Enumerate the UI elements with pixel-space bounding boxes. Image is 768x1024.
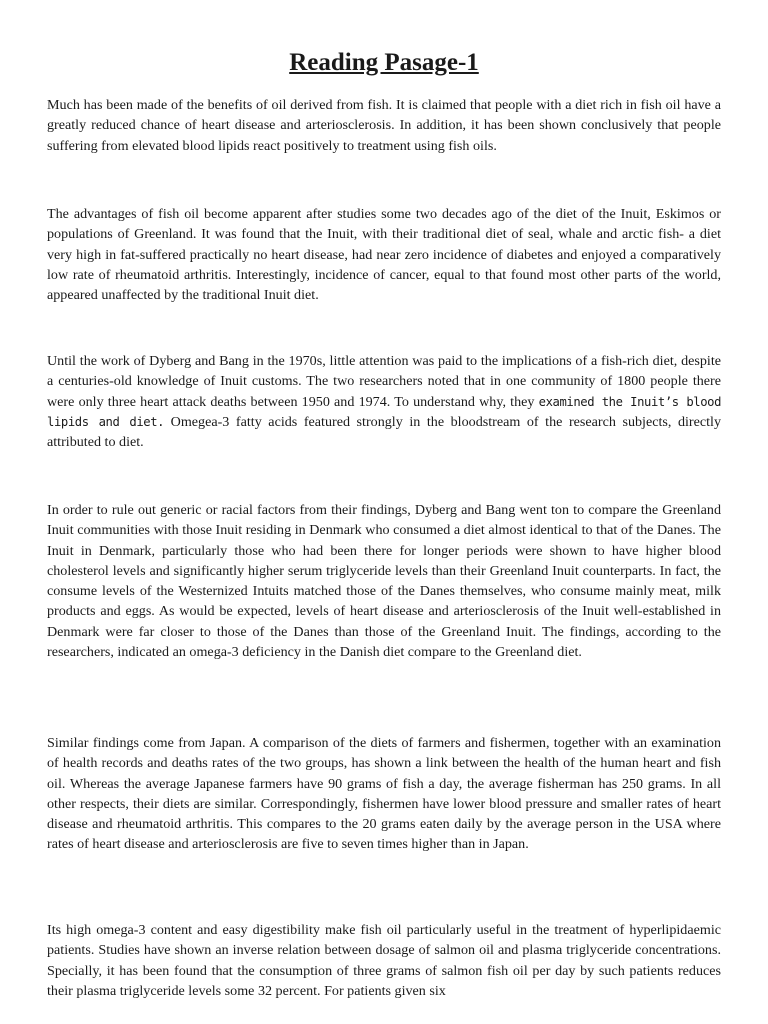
paragraph-3-text-b: Omegea-3 fatty acids featured strongly in the bloodstream of the research subjects, directly attributed to diet. — [47, 413, 722, 451]
paragraph-3-text-a: Until the work of Dyberg and Bang in the 1970s, little attention was paid to the implications of a fish-rich diet, despite a centuries-old knowledge of Inuit customs. The two researchers noted that in one community of 1800 people there were only three heart attack deaths between 1950 and 1974. To understand why, they — [47, 353, 721, 410]
paragraph-5: Similar findings come from Japan. A comparison of the diets of farmers and fishermen, together with an examination of health records and deaths rates of the two groups, has shown a link between the health of the human heart and fish oil. Whereas the average Japanese farmers have 90 grams of fish a day, the average fisherman has 250 grams. In all other respects, their diets are similar. Correspondingly, fishermen have lower blood pressure and smaller rates of heart disease and rheumatoid arthritis. This compares to the 20 grams eaten daily by the average person in the USA where rates of heart disease and arteriosclerosis are five to seven times higher than in Japan. — [47, 735, 721, 853]
paragraph-1: Much has been made of the benefits of oil derived from fish. It is claimed that people with a diet rich in fish oil have a greatly reduced chance of heart disease and arteriosclerosis. In addition, it has been shown conclusively that people suffering from elevated blood lipids react positively to treatment using fish oils. — [47, 97, 721, 154]
paragraph-6: Its high omega-3 content and easy digestibility make fish oil particularly useful in the treatment of hyperlipidaemic patients. Studies have shown an inverse relation between dosage of salmon oil and plasma triglyceride concentrations. Specially, it has been found that the consumption of three grams of salmon fish oil per day by such patients reduces their plasma triglyceride levels some 32 percent. For patients given six — [47, 922, 721, 999]
paragraph-3 — [47, 351, 721, 452]
paragraph-4: In order to rule out generic or racial factors from their findings, Dyberg and Bang went ton to compare the Greenland Inuit communities with those Inuit residing in Denmark who consumed a diet almost identical to that of the Danes. The Inuit in Denmark, particularly those who had been there for longer periods were shown to have higher blood cholesterol levels and significantly higher serum triglyceride levels than their Greenland Inuit counterparts. In fact, the consume levels of the Westernized Intuits matched those of the Danes themselves, who consume mainly meat, milk products and eggs. As would be expected, levels of heart disease and arteriosclerosis of the Inuit well-established in Denmark were far closer to those of the Danes than those of the Greenland Inuit. The findings, according to the researchers, indicated an omega-3 deficiency in the Danish diet compare to the Greenland diet. — [47, 502, 721, 661]
paragraph-3-mono-text: examined the Inuit’s blood lipids and diet. — [47, 394, 722, 429]
page-title: Reading Pasage-1 — [289, 49, 479, 76]
paragraph-2: The advantages of fish oil become apparent after studies some two decades ago of the diet of the Inuit, Eskimos or populations of Greenland. It was found that the Inuit, with their traditional diet of seal, whale and arctic fish- a diet very high in fat-suffered practically no heart disease, had near zero incidence of diabetes and enjoyed a comparatively low rate of rheumatoid arthritis. Interestingly, incidence of cancer, equal to that found most other parts of the world, appeared unaffected by the traditional Inuit diet. — [47, 206, 721, 304]
